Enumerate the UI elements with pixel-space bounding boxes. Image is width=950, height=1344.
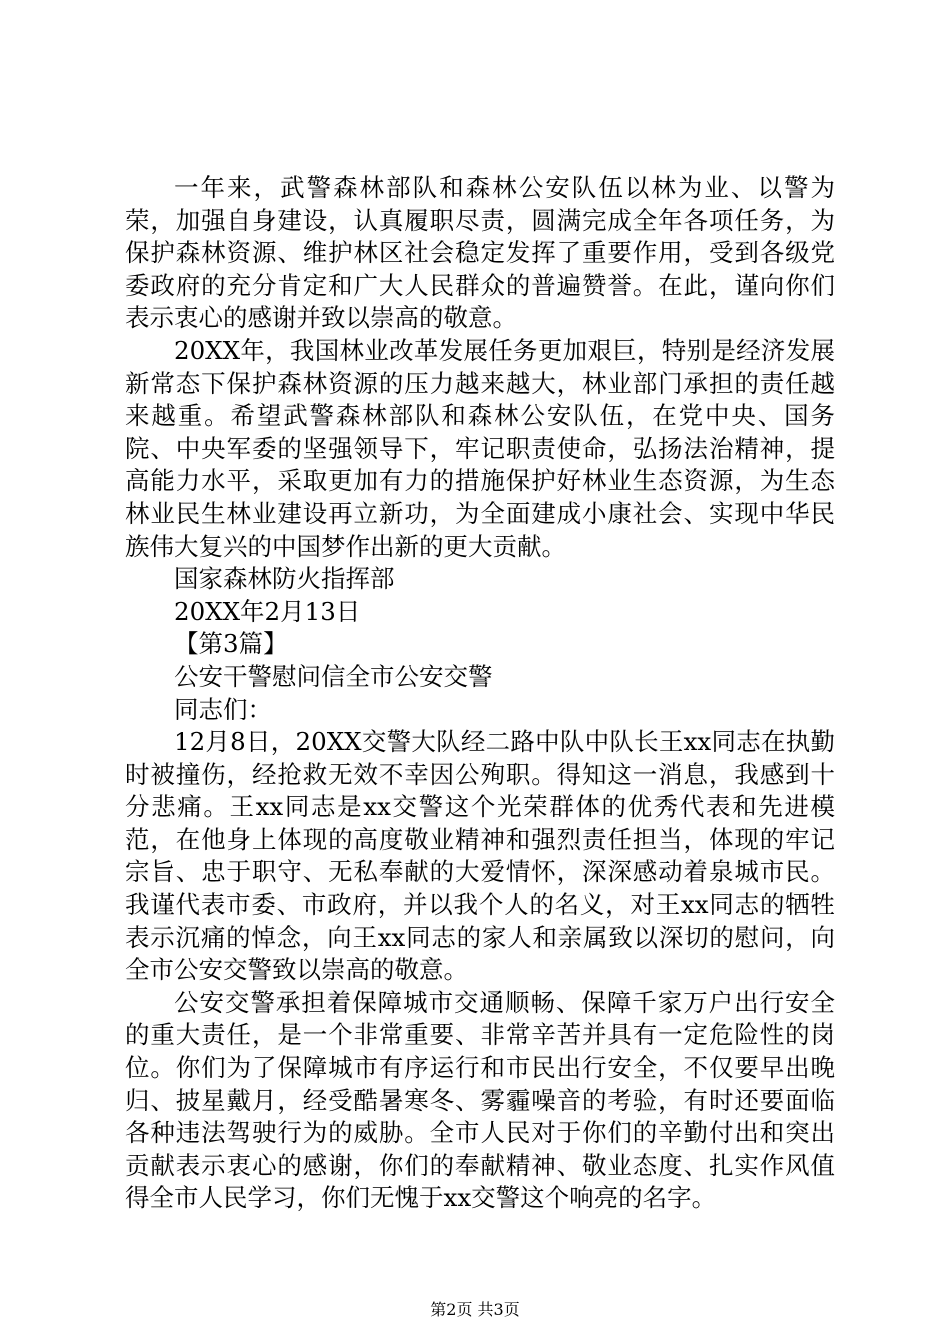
paragraph-hopes: 20XX年，我国林业改革发展任务更加艰巨，特别是经济发展新常态下保护森林资源的压力越来越大，林业部门承担的责任越来越重。希望武警森林部队和森林公安队伍，在党中央、国务院、中央军委的坚强领导下，牢记职责使命，弘扬法治精神，提高能力水平，采取更加有力的措施保护好林业生态资源，为生态林业民生林业建设再立新功，为全面建成小康社会、实现中华民族伟大复兴的中国梦作出新的更大贡献。 (125, 335, 835, 561)
section-marker: 【第3篇】 (174, 629, 288, 659)
document-body (125, 172, 835, 1215)
signature: 国家森林防火指挥部 (174, 564, 395, 594)
salutation: 同志们： (174, 694, 272, 724)
paragraph-responsibility: 公安交警承担着保障城市交通顺畅、保障千家万户出行安全的重大责任，是一个非常重要、非常辛苦并具有一定危险性的岗位。你们为了保障城市有序运行和市民出行安全，不仅要早出晚归、披星戴月，经受酷暑寒冬、雾霾噪音的考验，有时还要面临各种违法驾驶行为的威胁。全市人民对于你们的辛勤付出和突出贡献表示衷心的感谢，你们的奉献精神、敬业态度、扎实作风值得全市人民学习，你们无愧于xx交警这个响亮的名字。 (125, 987, 835, 1213)
letter-title: 公安干警慰问信全市公安交警 (174, 661, 493, 691)
paragraph-gratitude: 一年来，武警森林部队和森林公安队伍以林为业、以警为荣，加强自身建设，认真履职尽责，圆满完成全年各项任务，为保护森林资源、维护林区社会稳定发挥了重要作用，受到各级党委政府的充分肯定和广大人民群众的普遍赞誉。在此，谨向你们表示衷心的感谢并致以崇高的敬意。 (125, 173, 835, 333)
letter-date: 20XX年2月13日 (174, 596, 361, 626)
page-footer: 第2页 共3页 (430, 1300, 520, 1319)
paragraph-condolence: 12月8日，20XX交警大队经二路中队中队长王xx同志在执勤时被撞伤，经抢救无效不幸因公殉职。得知这一消息，我感到十分悲痛。王xx同志是xx交警这个光荣群体的优秀代表和先进模范，在他身上体现的高度敬业精神和强烈责任担当，体现的牢记宗旨、忠于职守、无私奉献的大爱情怀，深深感动着泉城市民。我谨代表市委、市政府，并以我个人的名义，对王xx同志的牺牲表示沉痛的悼念，向王xx同志的家人和亲属致以深切的慰问，向全市公安交警致以崇高的敬意。 (125, 727, 835, 985)
